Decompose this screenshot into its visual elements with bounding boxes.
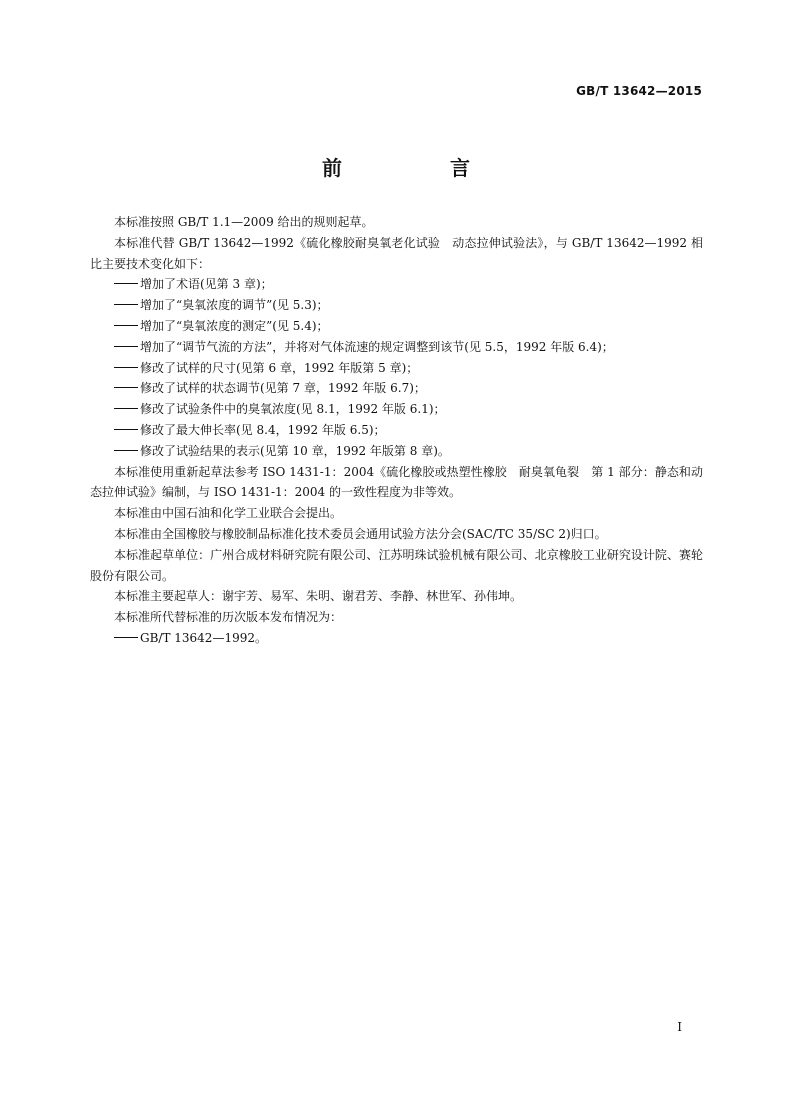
dash-icon (114, 304, 138, 305)
paragraph: 本标准主要起草人：谢宇芳、易军、朱明、谢君芳、李静、林世军、孙伟坤。 (114, 589, 523, 604)
paragraph: 本标准按照 GB/T 1.1—2009 给出的规则起草。 (114, 215, 374, 229)
list-item: 增加了“臭氧浓度的调节”(见 5.3)； (90, 295, 703, 316)
dash-icon (114, 637, 138, 638)
dash-icon (114, 387, 138, 388)
dash-icon (114, 450, 138, 451)
page-number: I (677, 1020, 682, 1034)
list-item: 增加了术语(见第 3 章)； (90, 274, 703, 295)
paragraph: 本标准由中国石油和化学工业联合会提出。 (114, 506, 343, 521)
dash-icon (114, 283, 138, 284)
list-item: 增加了“臭氧浓度的测定”(见 5.4)； (90, 316, 703, 337)
list-item: 修改了试样的状态调节(见第 7 章，1992 年版 6.7)； (90, 378, 703, 399)
list-item: 修改了试验结果的表示(见第 10 章，1992 年版第 8 章)。 (90, 441, 703, 462)
paragraph: 本标准代替 GB/T 13642—1992《硫化橡胶耐臭氧老化试验 动态拉伸试验法》，与 GB/T 13642—1992 相比主要技术变化如下： (90, 235, 703, 271)
page-title: 前 言 (322, 156, 514, 180)
standard-code: GB/T 13642—2015 (576, 84, 702, 98)
paragraph: 本标准使用重新起草法参考 ISO 1431-1：2004《硫化橡胶或热塑性橡胶 耐臭氧龟裂 第 1 部分：静态和动态拉伸试验》编制，与 ISO 1431-1：2004 的一致性程度为非等效。 (90, 464, 703, 500)
list-item: 修改了最大伸长率(见 8.4，1992 年版 6.5)； (90, 420, 703, 441)
list-item: GB/T 13642—1992。 (90, 628, 703, 649)
dash-icon (114, 367, 138, 368)
foreword-body (90, 212, 703, 649)
paragraph: 本标准所代替标准的历次版本发布情况为： (114, 610, 343, 625)
dash-icon (114, 346, 138, 347)
paragraph: 本标准由全国橡胶与橡胶制品标准化技术委员会通用试验方法分会(SAC/TC 35/SC 2)归口。 (114, 526, 607, 541)
paragraph: 本标准起草单位：广州合成材料研究院有限公司、江苏明珠试验机械有限公司、北京橡胶工业研究设计院、赛轮股份有限公司。 (90, 547, 703, 583)
dash-icon (114, 325, 138, 326)
dash-icon (114, 429, 138, 430)
list-item: 修改了试验条件中的臭氧浓度(见 8.1，1992 年版 6.1)； (90, 399, 703, 420)
list-item: 修改了试样的尺寸(见第 6 章，1992 年版第 5 章)； (90, 358, 703, 379)
dash-icon (114, 408, 138, 409)
list-item: 增加了“调节气流的方法”，并将对气体流速的规定调整到该节(见 5.5，1992 年版 6.4)； (90, 337, 703, 358)
